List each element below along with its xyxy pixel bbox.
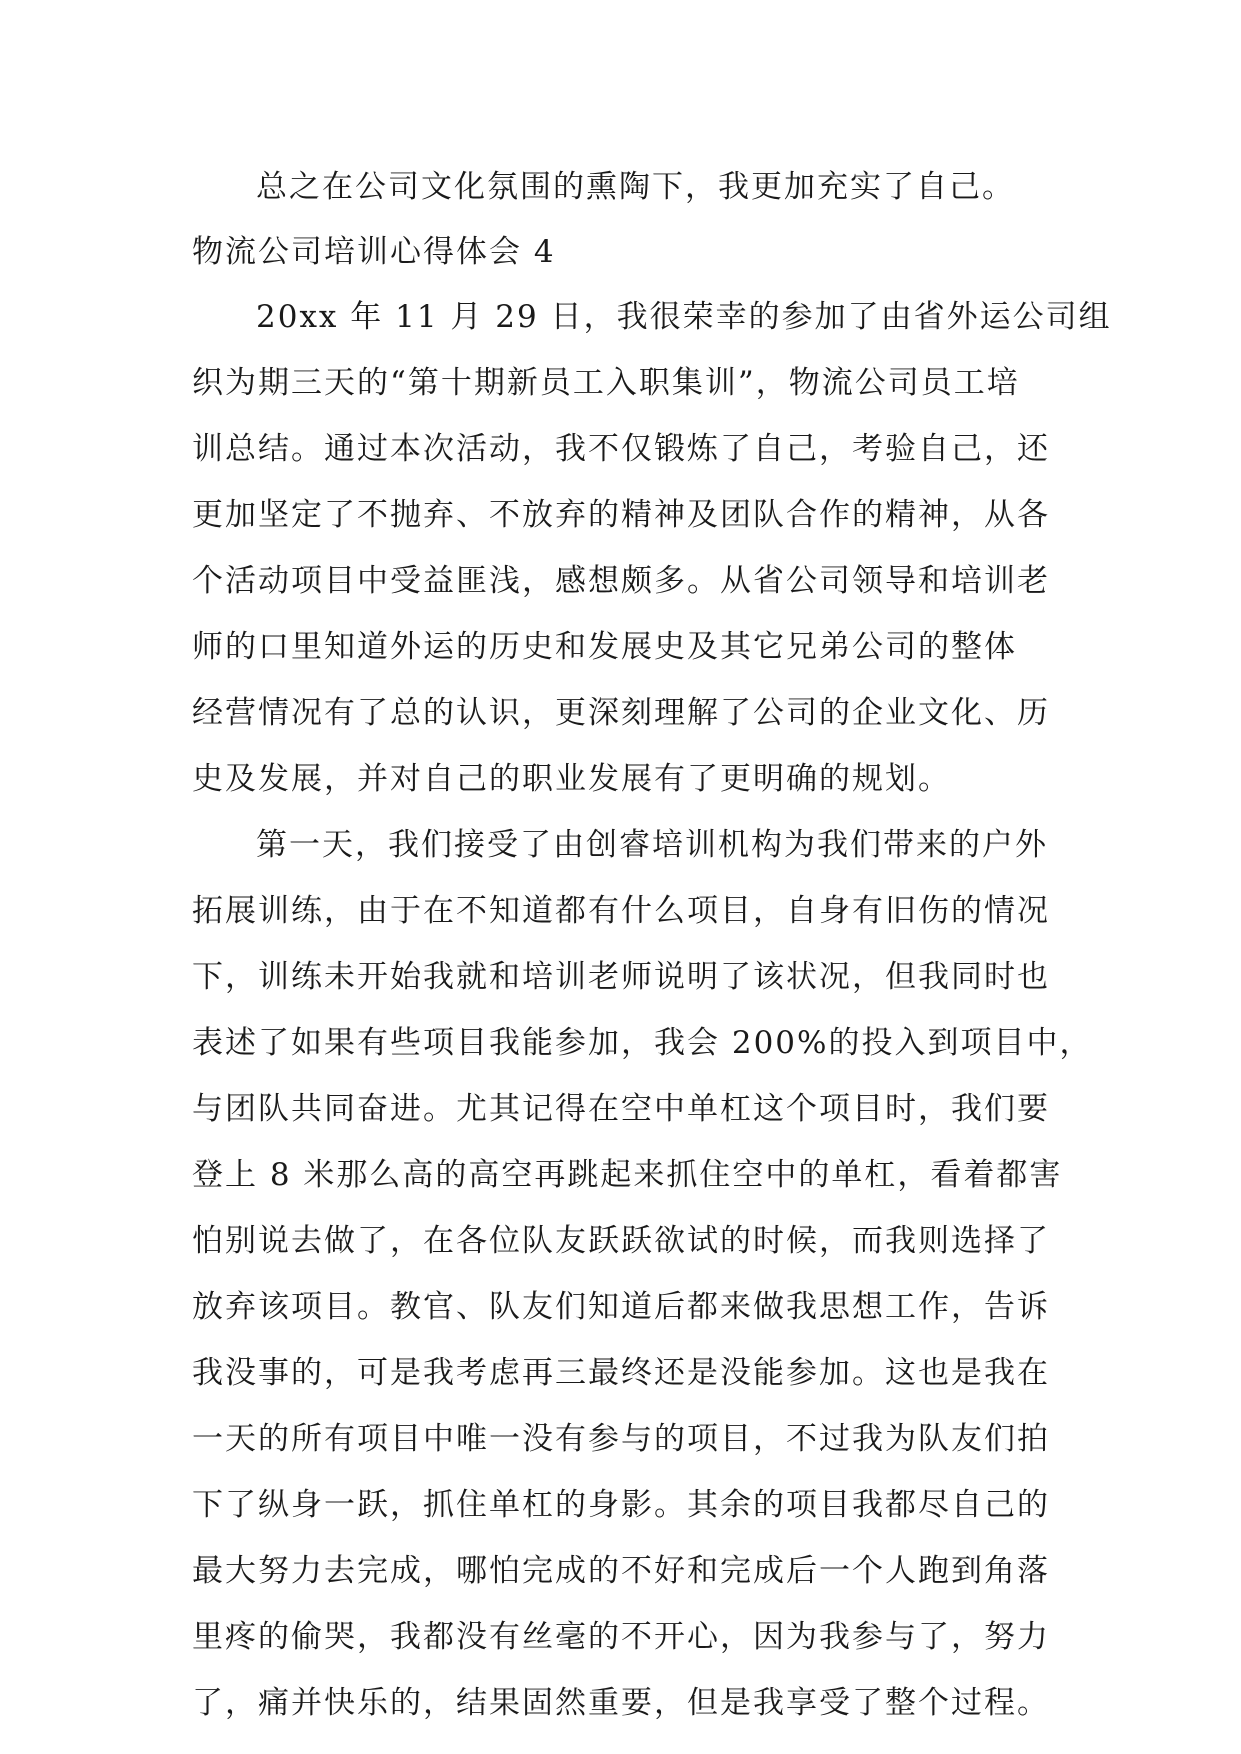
text-line: 个活动项目中受益匪浅，感想颇多。从省公司领导和培训老 (192, 563, 1050, 599)
text-line: 师的口里知道外运的历史和发展史及其它兄弟公司的整体 (192, 629, 1017, 665)
text-line: 训总结。通过本次活动，我不仅锻炼了自己，考验自己，还 (192, 431, 1050, 467)
text-line: 放弃该项目。教官、队友们知道后都来做我思想工作，告诉 (192, 1289, 1050, 1325)
text-line: 20xx 年 11 月 29 日，我很荣幸的参加了由省外运公司组 (256, 299, 1112, 335)
text-line: 与团队共同奋进。尤其记得在空中单杠这个项目时，我们要 (192, 1091, 1050, 1127)
text-line: 更加坚定了不抛弃、不放弃的精神及团队合作的精神，从各 (192, 497, 1050, 533)
text-line: 一天的所有项目中唯一没有参与的项目，不过我为队友们拍 (192, 1421, 1050, 1457)
text-line: 登上 8 米那么高的高空再跳起来抓住空中的单杠，看着都害 (192, 1157, 1063, 1193)
paragraph-closing-line: 总之在公司文化氛围的熏陶下，我更加充实了自己。 (256, 169, 1015, 205)
text-line: 里疼的偷哭，我都没有丝毫的不开心，因为我参与了，努力 (192, 1619, 1050, 1655)
text-line: 史及发展，并对自己的职业发展有了更明确的规划。 (192, 761, 951, 797)
section-heading: 物流公司培训心得体会 4 (192, 234, 556, 270)
text-line: 下了纵身一跃，抓住单杠的身影。其余的项目我都尽自己的 (192, 1487, 1050, 1523)
text-line: 了，痛并快乐的，结果固然重要，但是我享受了整个过程。 (192, 1685, 1050, 1721)
text-line: 下，训练未开始我就和培训老师说明了该状况，但我同时也 (192, 959, 1050, 995)
text-line: 我没事的，可是我考虑再三最终还是没能参加。这也是我在 (192, 1355, 1050, 1391)
text-line: 第一天，我们接受了由创睿培训机构为我们带来的户外 (256, 827, 1048, 863)
text-line: 表述了如果有些项目我能参加，我会 200%的投入到项目中， (192, 1025, 1093, 1061)
text-line: 拓展训练，由于在不知道都有什么项目，自身有旧伤的情况 (192, 893, 1050, 929)
text-line: 织为期三天的“第十期新员工入职集训”，物流公司员工培 (192, 365, 1020, 401)
text-line: 怕别说去做了，在各位队友跃跃欲试的时候，而我则选择了 (192, 1223, 1050, 1259)
text-line: 最大努力去完成，哪怕完成的不好和完成后一个人跑到角落 (192, 1553, 1050, 1589)
text-line: 经营情况有了总的认识，更深刻理解了公司的企业文化、历 (192, 695, 1050, 731)
